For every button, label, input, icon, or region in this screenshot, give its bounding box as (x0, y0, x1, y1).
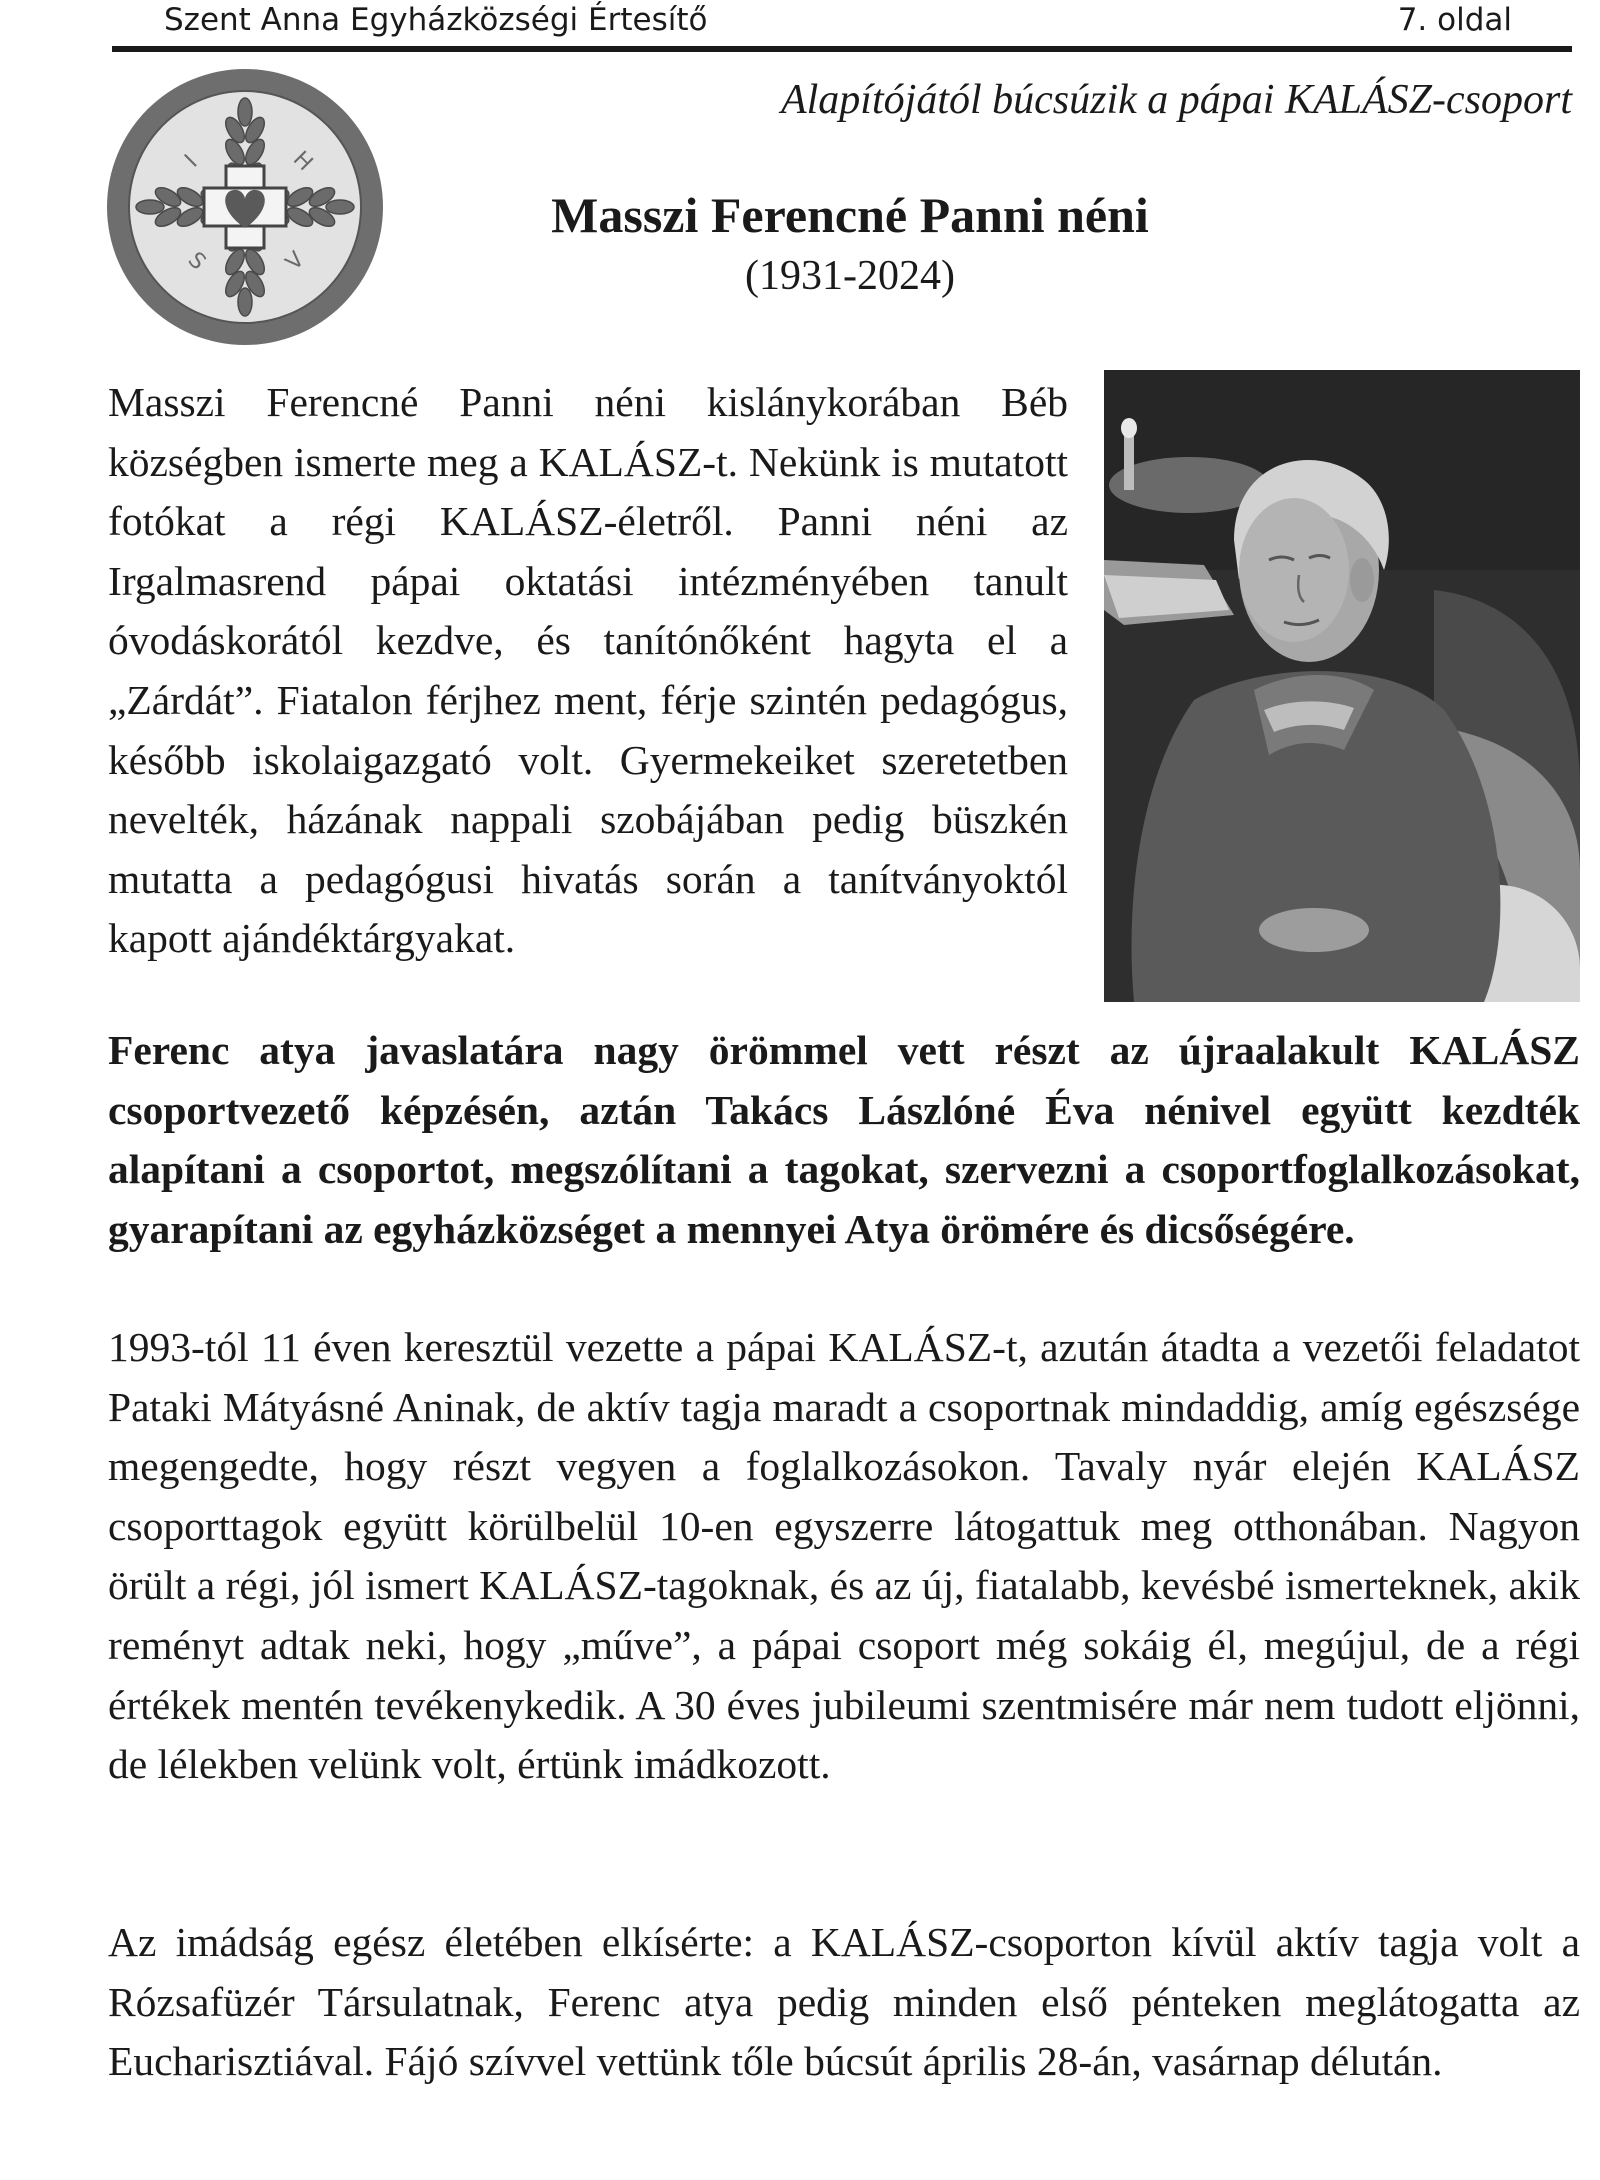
publication-name: Szent Anna Egyházközségi Értesítő (164, 2, 708, 38)
logo-letter-s: S (182, 247, 211, 276)
logo-letter-h: H (287, 146, 318, 177)
kalasz-logo (100, 62, 390, 352)
paragraph-2: Ferenc atya javaslatára nagy örömmel vett részt az újraalakult KALÁSZ csoportvezető képzésén, aztán Takács Lászlóné Éva nénivel együtt kezdték alapítani a csoportot, megszólítani a tagokat, szervezni a csoportfoglalkozásokat, gyarapítani az egyházközséget a mennyei Atya örömére és dicsőségére. (108, 1027, 1580, 1252)
paragraph-1: Masszi Ferencné Panni néni kislánykorában Béb községben ismerte meg a KALÁSZ-t. Nekünk is mutatott fotókat a régi KALÁSZ-életről. Panni néni az Irgalmasrend pápai oktatási intézményében tanult óvodáskorától kezdve, és tanítónőként hagyta el a „Zárdát”. Fiatalon férjhez ment, férje szintén pedagógus, később iskolaigazgató volt. Gyermekeiket szeretetben nevelték, házának nappali szobájában pedig büszkén mutatta a pedagógusi hivatás során a tanítványoktól kapott ajándéktárgyakat. (108, 379, 1068, 962)
paragraph-3: 1993-tól 11 éven keresztül vezette a pápai KALÁSZ-t, azután átadta a vezetői feladatot Pataki Mátyásné Aninak, de aktív tagja maradt a csoportnak mindaddig, amíg egészsége megengedte, hogy részt vegyen a foglalkozásokon. Tavaly nyár elején KALÁSZ csoporttagok együtt körülbelül 10-en egyszerre látogattuk meg otthonában. Nagyon örült a régi, jól ismert KALÁSZ-tagoknak, és az új, fiatalabb, kevésbé ismerteknek, akik reményt adtak neki, hogy „műve”, a pápai csoport még sokáig él, megújul, de a régi értékek mentén tevékenykedik. A 30 éves jubileumi szentmisére már nem tudott eljönni, de lélekben velünk volt, értünk imádkozott. (108, 1324, 1580, 1788)
portrait-photo (1104, 370, 1580, 1002)
article-title: Masszi Ferencné Panni néni (551, 187, 1149, 243)
article-kicker: Alapítójától búcsúzik a pápai KALÁSZ-csoport (780, 77, 1572, 123)
article-years: (1931-2024) (745, 253, 955, 299)
logo-letter-v: V (281, 247, 310, 276)
page-header (112, 0, 1572, 52)
page-number: 7. oldal (1397, 2, 1512, 38)
logo-letter-i: I (180, 150, 203, 173)
paragraph-4: Az imádság egész életében elkísérte: a KALÁSZ-csoporton kívül aktív tagja volt a Rózsafüzér Társulatnak, Ferenc atya pedig minden első pénteken meglátogatta az Eucharisztiával. Fájó szívvel vettünk tőle búcsút április 28-án, vasárnap délután. (108, 1919, 1580, 2085)
